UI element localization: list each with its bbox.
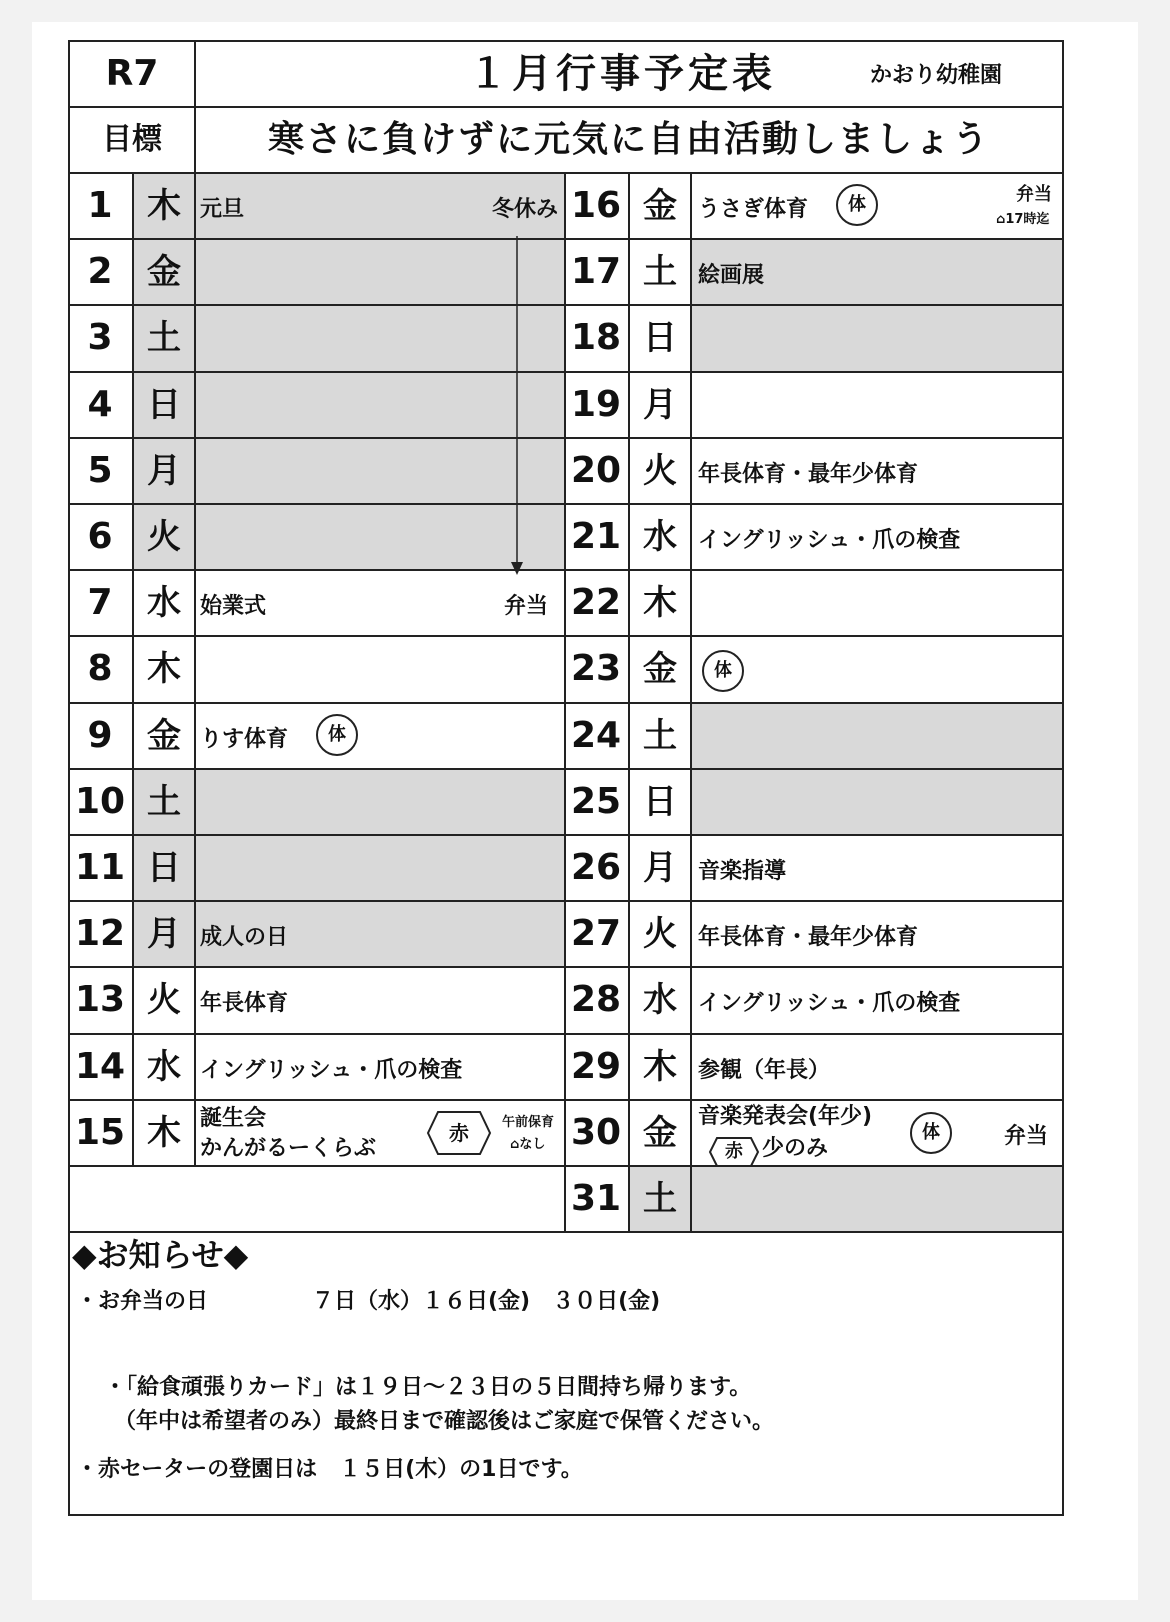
- weekday: 日: [643, 318, 677, 359]
- note-text-2-label: なし: [519, 1136, 546, 1152]
- event-text: 音楽指導: [698, 859, 787, 884]
- day-number: 5: [87, 449, 113, 491]
- note-text: 弁当: [504, 594, 549, 620]
- note-text-2: [996, 208, 1049, 227]
- notice-card-line1: ・「給食頑張りカード」は１９日～２３日の５日間持ち帰ります。: [104, 1375, 752, 1400]
- weekday: 木: [147, 186, 181, 226]
- note-text: 弁当: [1004, 1123, 1049, 1149]
- weekday: 土: [147, 318, 181, 359]
- day-number: 27: [570, 913, 622, 955]
- notice-card-line2: （年中は希望者のみ）最終日まで確認後はご家庭で保管ください。: [114, 1409, 775, 1434]
- weekday: 月: [643, 384, 677, 425]
- note-text-2: [510, 1133, 545, 1152]
- day-number: 24: [570, 714, 622, 756]
- pe-badge-23: 体: [702, 650, 744, 692]
- day-number: 28: [570, 979, 622, 1021]
- pe-badge-9: 体: [316, 714, 358, 756]
- event-text: イングリッシュ・爪の検査: [698, 528, 961, 553]
- day-number: 2: [87, 251, 113, 293]
- day-number: 14: [74, 1045, 126, 1087]
- notice-bento-dates: ７日（水）１６日(金) ３０日(金): [312, 1289, 661, 1314]
- weekday: 金: [147, 715, 181, 756]
- weekday: 火: [147, 980, 181, 1021]
- weekday: 水: [643, 980, 677, 1021]
- day-number: 23: [570, 648, 622, 690]
- event-text: イングリッシュ・爪の検査: [200, 1057, 463, 1083]
- day-number: 10: [74, 780, 126, 822]
- weekday: 金: [643, 1112, 677, 1153]
- note-text: 弁当: [1016, 184, 1052, 205]
- weekday: 木: [643, 1046, 677, 1087]
- weekday: 月: [643, 848, 677, 888]
- weekday: 月: [147, 914, 181, 955]
- event-text: 成人の日: [200, 925, 289, 951]
- day-number: 21: [570, 516, 622, 557]
- goal-label: 目標: [102, 122, 162, 157]
- red-sweater-badge-15: [426, 1110, 492, 1156]
- day-number: 29: [570, 1045, 622, 1087]
- notice-heading: ◆お知らせ◆: [72, 1236, 249, 1274]
- event-text-2: かんがるーくらぶ: [200, 1135, 377, 1161]
- day-number: 6: [87, 516, 113, 557]
- weekday: 水: [147, 583, 181, 624]
- weekday: 土: [643, 715, 677, 756]
- event-text: イングリッシュ・爪の検査: [698, 991, 961, 1017]
- event-text: 絵画展: [698, 263, 765, 289]
- day-number: 9: [87, 714, 113, 756]
- day-number: 7: [87, 582, 113, 624]
- event-text: 始業式: [200, 594, 267, 620]
- day-number: 11: [74, 847, 126, 888]
- day-number: 8: [87, 648, 113, 690]
- weekday: 日: [147, 384, 181, 425]
- event-text-2: 少のみ: [762, 1135, 829, 1161]
- weekday: 火: [643, 914, 677, 955]
- day-number: 31: [570, 1178, 622, 1219]
- day-number: 13: [74, 979, 126, 1021]
- house-icon: ⌂: [996, 212, 1006, 227]
- notice-sweater: ・赤セーターの登園日は １５日(木）の1日です。: [76, 1457, 583, 1482]
- weekday: 土: [643, 252, 677, 293]
- day-number: 22: [570, 582, 622, 624]
- event-text: りす体育: [200, 726, 289, 752]
- event-text: 参観（年長）: [698, 1057, 831, 1083]
- day-number: 20: [570, 449, 622, 491]
- weekday: 水: [147, 1046, 181, 1087]
- day-number: 3: [87, 317, 113, 359]
- day-number: 1: [87, 185, 113, 226]
- day-number: 18: [570, 317, 622, 359]
- winter-break-arrow: [510, 236, 524, 576]
- red-sweater-badge-30: [708, 1136, 760, 1168]
- weekday: 金: [643, 186, 677, 226]
- note-text: 冬休み: [492, 197, 559, 222]
- weekday: 日: [147, 848, 181, 888]
- weekday: 日: [643, 781, 677, 822]
- house-icon: ⌂: [510, 1136, 520, 1152]
- day-number: 16: [570, 185, 622, 226]
- page-title: １月行事予定表: [468, 51, 776, 97]
- weekday: 金: [147, 252, 181, 293]
- weekday: 金: [643, 649, 677, 690]
- weekday: 火: [147, 517, 181, 557]
- weekday: 火: [643, 450, 677, 491]
- day-number: 15: [74, 1111, 126, 1153]
- event-text: 誕生会: [200, 1105, 267, 1131]
- weekday: 木: [147, 649, 181, 690]
- event-text: 年長体育・最年少体育: [698, 925, 919, 951]
- school-name: かおり幼稚園: [870, 63, 1003, 88]
- pe-badge-16: 体: [836, 184, 878, 226]
- weekday: 土: [643, 1179, 677, 1219]
- day-number: 30: [570, 1111, 622, 1153]
- red-label: 赤: [449, 1121, 469, 1145]
- day-number: 4: [87, 383, 113, 425]
- pe-badge-30: 体: [910, 1112, 952, 1154]
- red-label-30: 赤: [725, 1141, 743, 1162]
- weekday: 月: [147, 450, 181, 491]
- day-number: 25: [570, 780, 622, 822]
- day-number: 19: [570, 383, 622, 425]
- note-text: 午前保育: [502, 1114, 555, 1130]
- year-label: R7: [105, 53, 159, 94]
- day-number: 17: [570, 251, 622, 293]
- weekday: 水: [643, 517, 677, 557]
- event-text: 年長体育・最年少体育: [698, 461, 919, 487]
- schedule-sheet: [32, 22, 1138, 1600]
- goal-text: 寒さに負けずに元気に自由活動しましょう: [267, 119, 990, 160]
- event-text: うさぎ体育: [698, 197, 809, 222]
- weekday: 木: [147, 1112, 181, 1153]
- weekday: 土: [147, 781, 181, 822]
- event-text: 音楽発表会(年少): [698, 1103, 873, 1129]
- day-number: 12: [74, 913, 126, 955]
- event-text: 元旦: [200, 197, 245, 222]
- event-text: 年長体育: [200, 991, 289, 1017]
- note-text-2-label: 17時迄: [1005, 212, 1050, 227]
- weekday: 木: [643, 583, 677, 624]
- notice-bento-label: ・お弁当の日: [76, 1289, 209, 1314]
- day-number: 26: [570, 847, 622, 888]
